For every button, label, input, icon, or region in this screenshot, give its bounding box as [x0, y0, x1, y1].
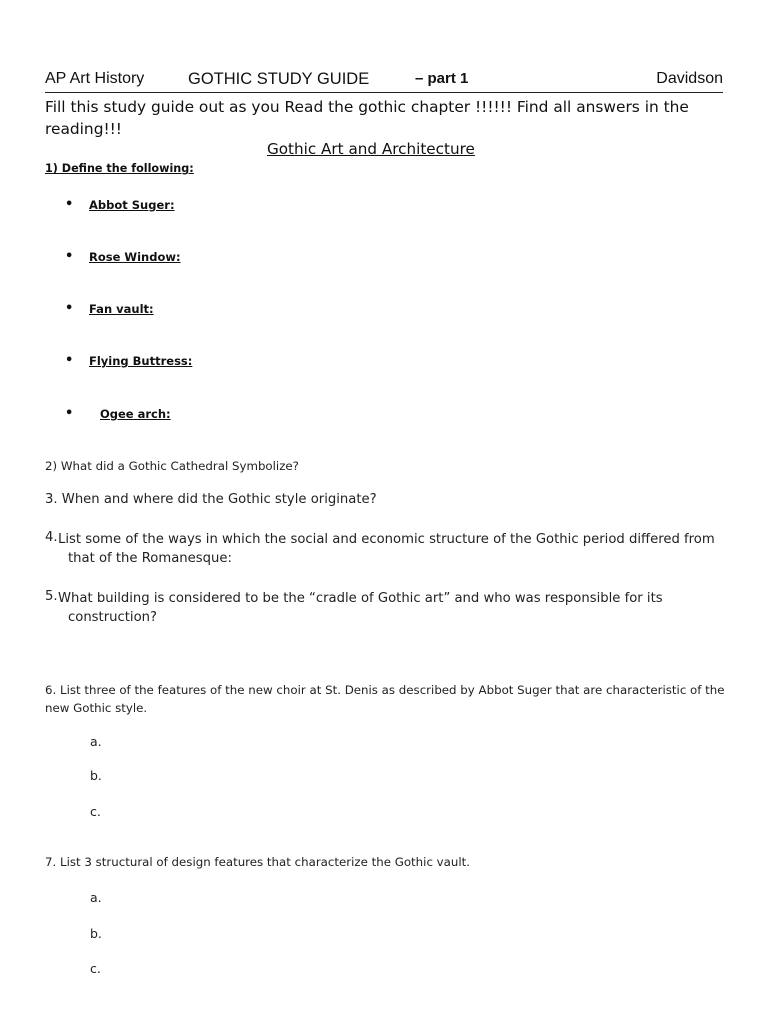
- term-label: Flying Buttress:: [89, 354, 193, 368]
- guide-part: – part 1: [415, 70, 469, 87]
- term-label: Fan vault:: [89, 302, 154, 316]
- bullet-icon: •: [65, 353, 74, 368]
- question-4-number: 4.: [45, 530, 58, 545]
- document-header: [45, 70, 723, 93]
- question-5-number: 5.: [45, 589, 58, 604]
- bullet-icon: •: [65, 406, 74, 421]
- question-3: 3. When and where did the Gothic style originate?: [45, 492, 377, 507]
- question-6: 6. List three of the features of the new choir at St. Denis as described by Abbot Suger that are characteristic of the new Gothic style.: [45, 683, 725, 715]
- answer-label-a: a.: [90, 890, 102, 905]
- bullet-icon: •: [65, 301, 74, 316]
- define-heading: 1) Define the following:: [45, 162, 194, 175]
- answer-label-c: c.: [90, 804, 101, 819]
- answer-label-b: b.: [90, 768, 102, 783]
- teacher-name: Davidson: [656, 70, 723, 87]
- course-name: AP Art History: [45, 70, 145, 87]
- answer-label-a: a.: [90, 734, 102, 749]
- question-2: 2) What did a Gothic Cathedral Symbolize?: [45, 459, 299, 473]
- bullet-icon: •: [65, 197, 74, 212]
- section-subtitle: Gothic Art and Architecture: [267, 140, 475, 158]
- question-4: List some of the ways in which the social and economic structure of the Gothic period differed from that of the Romanesque:: [58, 532, 715, 566]
- question-7: 7. List 3 structural of design features that characterize the Gothic vault.: [45, 855, 471, 869]
- answer-label-b: b.: [90, 926, 102, 941]
- term-label: Abbot Suger:: [89, 198, 175, 212]
- term-label: Ogee arch:: [100, 407, 171, 421]
- bullet-icon: •: [65, 249, 74, 264]
- answer-label-c: c.: [90, 961, 101, 976]
- intro-instructions: Fill this study guide out as you Read the gothic chapter !!!!!! Find all answers in the reading!!!: [45, 98, 689, 138]
- question-5: What building is considered to be the “cradle of Gothic art” and who was responsible for its construction?: [58, 591, 663, 625]
- term-label: Rose Window:: [89, 250, 181, 264]
- guide-title: GOTHIC STUDY GUIDE: [188, 70, 370, 88]
